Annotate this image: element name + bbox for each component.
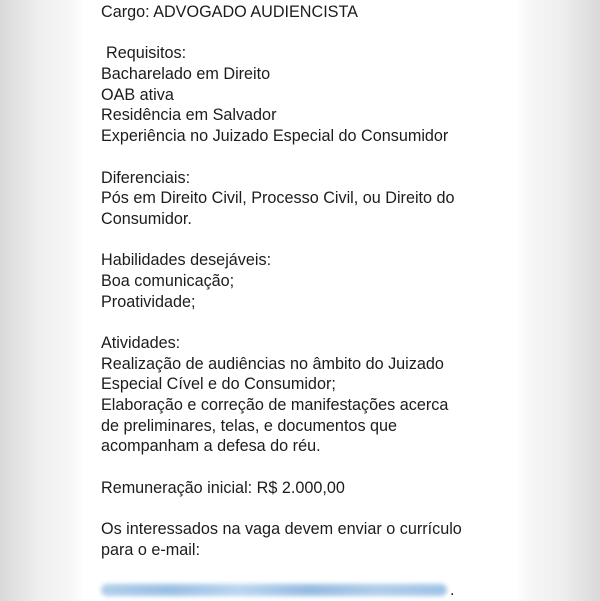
differentials-line: Consumidor. (101, 209, 192, 228)
skills-heading: Habilidades desejáveis: (101, 251, 272, 270)
email-row (101, 580, 455, 600)
differentials-line: Pós em Direito Civil, Processo Civil, ou Direito do (101, 189, 455, 208)
activities-line: Elaboração e correção de manifestações acerca (101, 396, 449, 415)
spacer (101, 230, 511, 251)
requirement-item: Experiência no Juizado Especial do Consumidor (101, 127, 449, 146)
salary-line: Remuneração inicial: R$ 2.000,00 (101, 478, 345, 497)
activities-line: Especial Cível e do Consumidor; (101, 375, 336, 394)
email-trailing-period: . (450, 580, 455, 599)
spacer (101, 312, 511, 333)
requirement-item: Bacharelado em Direito (101, 65, 271, 84)
spacer (101, 147, 511, 168)
spacer (101, 499, 511, 520)
requirement-item: OAB ativa (101, 85, 174, 104)
job-posting-text (101, 2, 511, 561)
job-title: Cargo: ADVOGADO AUDIENCISTA (101, 3, 358, 21)
skill-item: Boa comunicação; (101, 271, 235, 290)
spacer (101, 457, 511, 478)
activities-line: Realização de audiências no âmbito do Juizado (101, 354, 444, 373)
redacted-email-link[interactable] (101, 584, 447, 596)
differentials-heading: Diferenciais: (101, 168, 191, 187)
activities-line: acompanham a defesa do réu. (101, 437, 321, 456)
activities-line: de preliminares, telas, e documentos que (101, 416, 398, 435)
requirement-item: Residência em Salvador (101, 106, 277, 125)
spacer (101, 23, 511, 44)
skill-item: Proatividade; (101, 292, 196, 311)
contact-line: para o e-mail: (101, 540, 200, 559)
contact-line: Os interessados na vaga devem enviar o currículo (101, 520, 462, 539)
requirements-heading: Requisitos: (106, 44, 187, 63)
activities-heading: Atividades: (101, 334, 181, 352)
